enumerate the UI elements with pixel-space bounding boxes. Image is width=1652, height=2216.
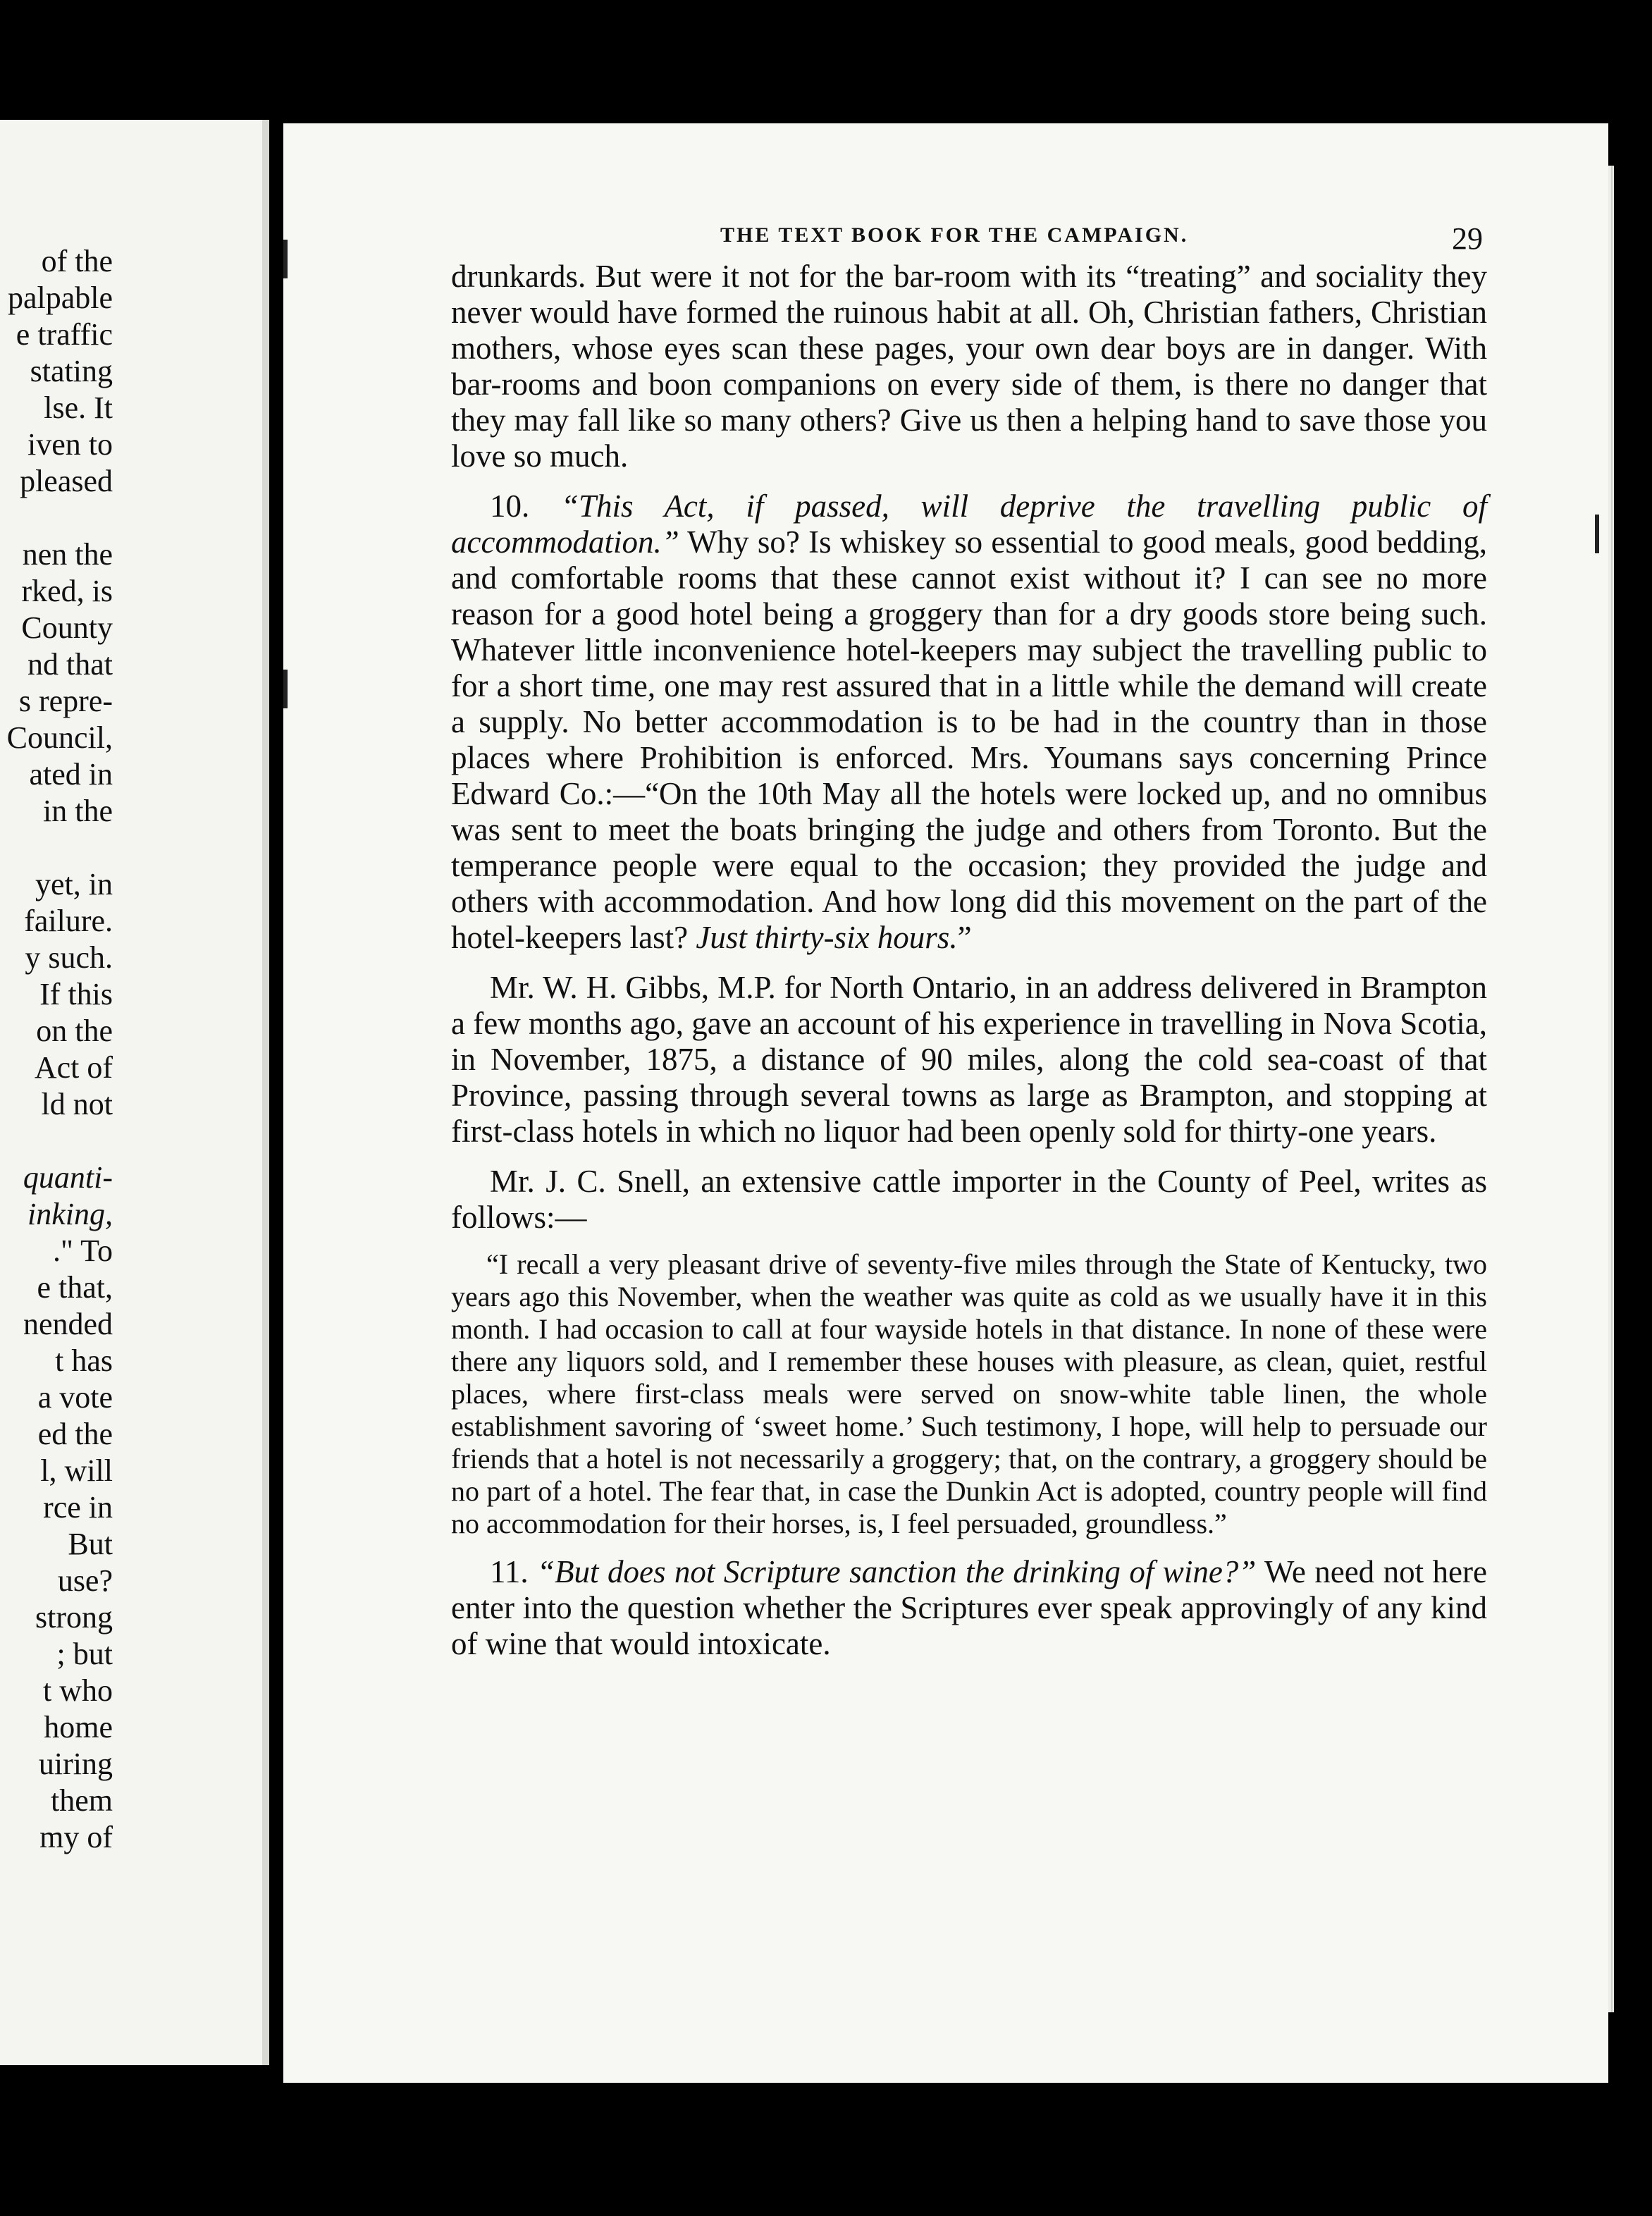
paragraph-text: Why so? Is whiskey so essential to good meals, good bedding, and comfortable rooms that these cannot exist without it? I can see no more reason for a good hotel being a groggery than for a dry goods store being such. Whatever little inconvenience hotel-keepers may subject the travelling public to for a short time, one may rest assured that in a little while the demand will create a supply. No better accommodation is to be had in the country than in those places where Prohibition is enforced. Mrs. Youmans says concerning Prince Edward Co.:—“On the 10th May all the hotels were locked up, and no omnibus was sent to meet the boats bringing the judge and others from Toronto. But the temperance people were equal to the occasion; they provided the judge and others with accommodation. And how long did this movement on the part of the hotel-keepers last? [451, 524, 1487, 955]
paragraph-number: 11. [490, 1554, 529, 1589]
left-page-line: County [21, 610, 113, 645]
closing-quote: ” [957, 920, 972, 955]
left-page-line: ld not [41, 1087, 113, 1121]
left-page-line: inking, [27, 1197, 113, 1231]
objection-quote: “But does not Scripture sanction the drinking of wine?” [537, 1554, 1257, 1589]
page-body [451, 259, 1487, 1662]
left-page-line: pleased [20, 464, 113, 498]
paragraph-text: We need not here enter into the question whether the Scriptures ever speak approvingly of any kind of wine that would intoxicate. [451, 1554, 1487, 1661]
left-page-fragment [0, 120, 269, 2065]
page-number: 29 [1452, 221, 1483, 256]
left-page-line: iven to [27, 427, 113, 462]
left-page-line: ; but [56, 1637, 113, 1671]
left-page-line: yet, in [35, 867, 113, 901]
left-page-line: But [68, 1527, 113, 1561]
left-page-line: y such. [25, 940, 113, 975]
left-page-line [0, 1123, 113, 1159]
left-page-line: s repre- [18, 684, 113, 718]
left-page-line: e traffic [16, 317, 113, 352]
emphasis-text: Just thirty-six hours. [696, 920, 958, 955]
running-head: THE TEXT BOOK FOR THE CAMPAIGN. [720, 223, 1189, 247]
left-page-line: t who [43, 1673, 113, 1708]
left-page-text [0, 243, 113, 1856]
left-page-line: lse. It [44, 390, 113, 425]
left-page-line: t has [55, 1343, 113, 1378]
left-page-line: l, will [40, 1453, 113, 1488]
paragraph-number: 10. [490, 488, 530, 524]
block-quote: “I recall a very pleasant drive of seventy-five miles through the State of Kentucky, two years ago this November, when the weather was quite as cold as we usually have it in this month. I had occasion to call at four wayside hotels in that distance. In none of these were there any liquors sold, and I remember these houses with pleasure, as clean, quiet, restful places, where first-class meals were served on snow-white table linen, the whole establishment savoring of ‘sweet home.’ Such testimony, I hope, will help to persuade our friends that a hotel is not necessarily a groggery; that, on the contrary, a groggery should be no part of a hotel. The fear that, in case the Dunkin Act is adopted, country people will find no accommodation for their horses, is, I feel persuaded, groundless.” [451, 1248, 1487, 1539]
left-page-line: If this [39, 977, 113, 1011]
left-page-line: Act of [34, 1050, 113, 1085]
left-page-line [0, 500, 113, 536]
left-page-line: quanti- [23, 1160, 113, 1195]
paragraph-11 [451, 1554, 1487, 1662]
left-page-line: failure. [24, 904, 113, 938]
left-page-line: them [51, 1783, 113, 1818]
left-page-line: stating [30, 354, 113, 388]
left-page-line: a vote [37, 1380, 113, 1415]
left-page-line: rce in [43, 1490, 113, 1525]
left-page-line: my of [39, 1820, 113, 1854]
left-page-line: use? [57, 1563, 113, 1598]
left-page-line: nd that [27, 647, 113, 682]
paragraph-continued: drunkards. But were it not for the bar-room with its “treating” and sociality they never would have formed the ruinous habit at all. Oh, Christian fathers, Christian mothers, whose eyes scan these pages, your own dear boys are in danger. With bar-rooms and boon companions on every side of them, is there no danger that they may fall like so many others? Give us then a helping hand to save those you love so much. [451, 259, 1487, 474]
left-page-line: rked, is [21, 574, 113, 608]
left-page-line: of the [41, 244, 113, 278]
left-page-line: uiring [38, 1747, 113, 1781]
left-page-line: on the [36, 1014, 113, 1048]
margin-mark [283, 240, 288, 278]
paragraph-gibbs: Mr. W. H. Gibbs, M.P. for North Ontario, in an address delivered in Brampton a few months ago, gave an account of his experience in travelling in Nova Scotia, in November, 1875, a distance of 90 miles, along the cold sea-coast of that Province, passing through several towns as large as Brampton, and stopping at first-class hotels in which no liquor had been openly sold for thirty-one years. [451, 970, 1487, 1149]
paragraph-10 [451, 488, 1487, 956]
left-page-line [0, 830, 113, 866]
left-page-line: ated in [29, 757, 113, 792]
left-page-line: in the [43, 794, 113, 828]
left-page-line: ed the [37, 1417, 113, 1451]
left-page-line: nen the [22, 537, 113, 572]
left-page-line: strong [35, 1600, 113, 1635]
left-page-line: ." To [53, 1233, 113, 1268]
objection-quote: “This Act, if passed, will deprive the travelling public of accommodation.” [451, 488, 1487, 560]
left-page-line: home [44, 1710, 113, 1744]
left-page-line: Council, [6, 720, 113, 755]
left-page-line: e that, [37, 1270, 113, 1305]
right-page [283, 123, 1608, 2083]
left-page-line: nended [23, 1307, 113, 1341]
margin-mark [283, 670, 288, 708]
left-page-line: palpable [7, 281, 113, 315]
margin-mark [1595, 515, 1599, 553]
paragraph-snell: Mr. J. C. Snell, an extensive cattle importer in the County of Peel, writes as follows:— [451, 1164, 1487, 1235]
